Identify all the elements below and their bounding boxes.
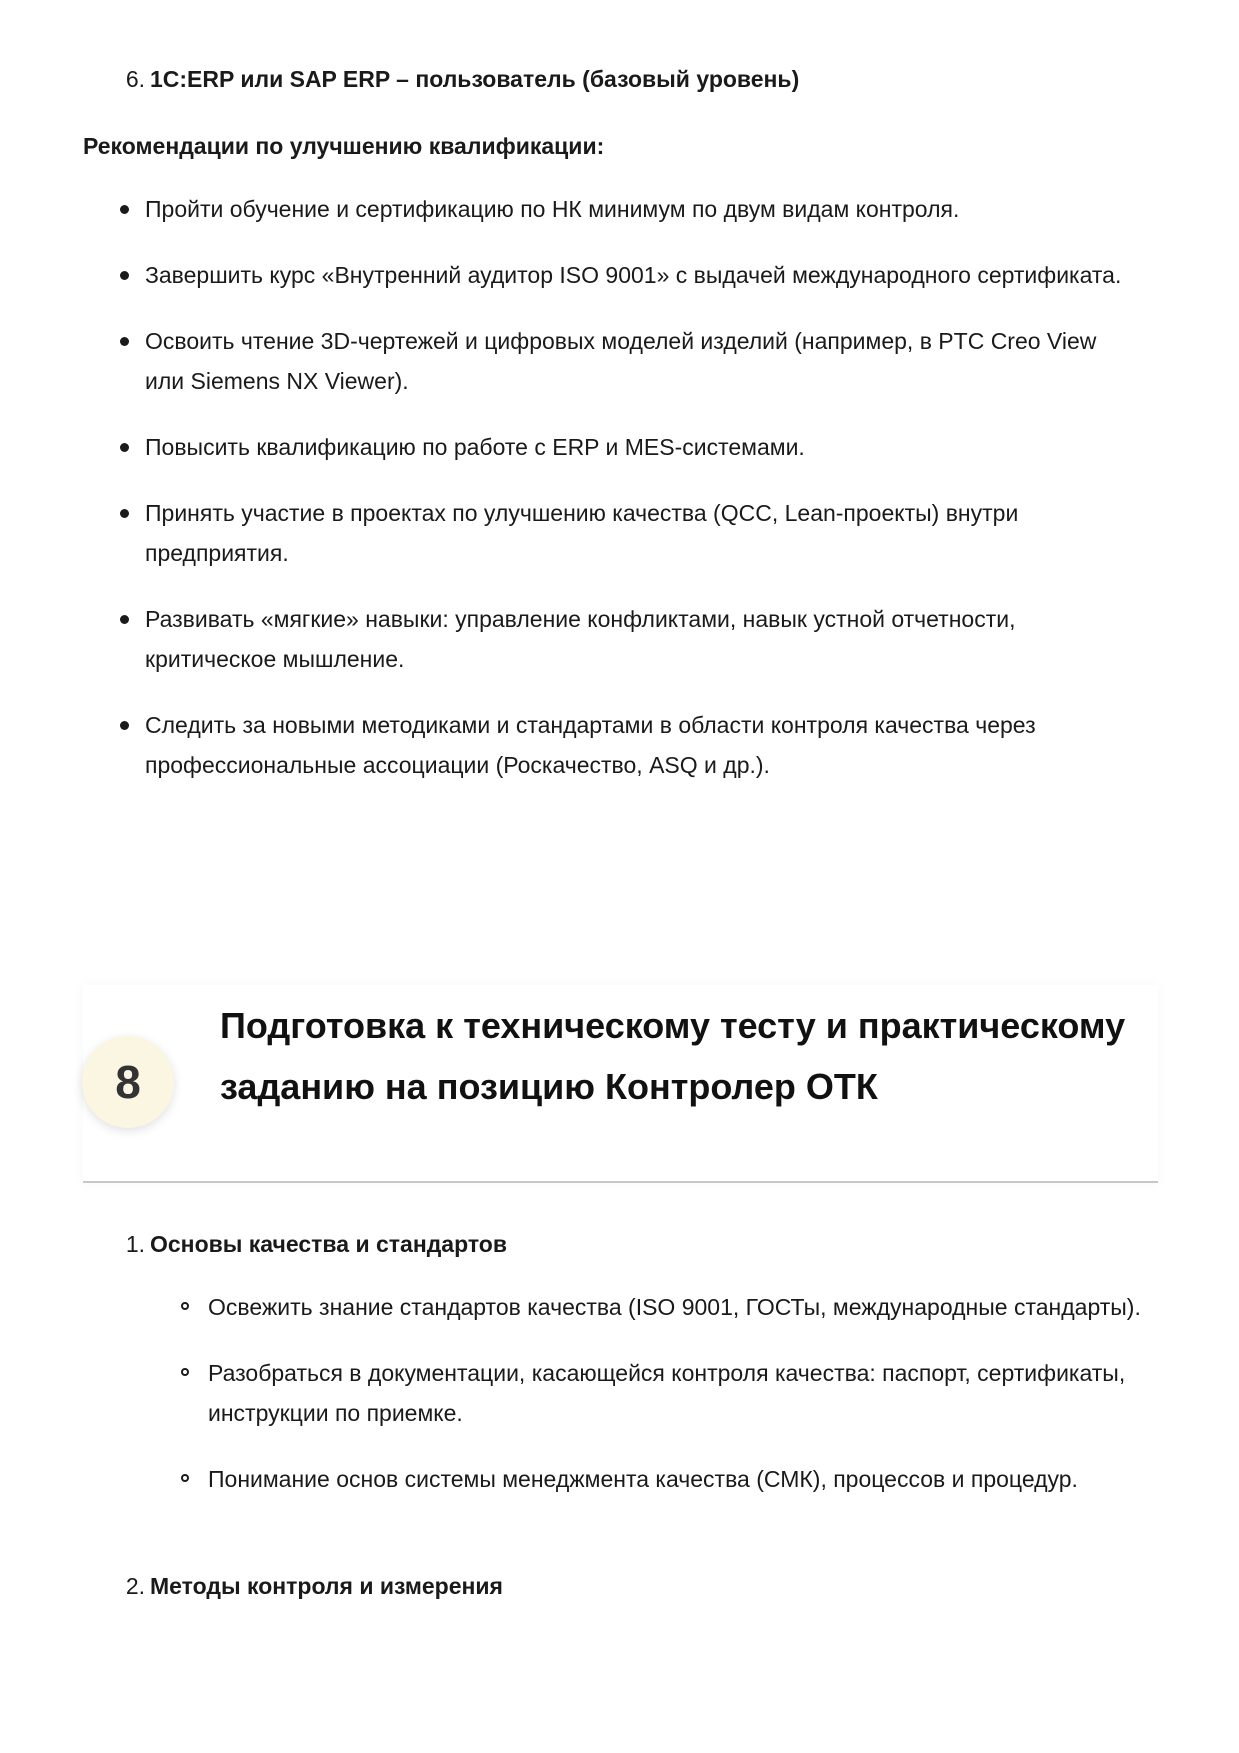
list-item: Освежить знание стандартов качества (ISO 9001, ГОСТы, международные стандарты). <box>208 1287 1158 1327</box>
list-item-number: 2. <box>125 1573 145 1599</box>
list-item-label: Основы качества и стандартов <box>150 1231 507 1257</box>
bullet-icon <box>120 509 129 518</box>
list-item: Развивать «мягкие» навыки: управление конфликтами, навык устной отчетности, критическое мышление. <box>145 599 1125 679</box>
bullet-icon <box>120 337 129 346</box>
list-item-label: 1C:ERP или SAP ERP – пользователь (базовый уровень) <box>150 66 800 92</box>
recommendations-list <box>145 189 1125 811</box>
list-item: Пройти обучение и сертификацию по НК минимум по двум видам контроля. <box>145 189 1125 229</box>
list-item: Понимание основ системы менеджмента качества (СМК), процессов и процедур. <box>208 1459 1158 1499</box>
section-title: Подготовка к техническому тесту и практическому заданию на позицию Контролер ОТК <box>220 1005 1126 1107</box>
bullet-icon <box>120 443 129 452</box>
bullet-icon <box>120 721 129 730</box>
bullet-icon <box>120 271 129 280</box>
list-item: Завершить курс «Внутренний аудитор ISO 9001» с выдачей международного сертификата. <box>145 255 1125 295</box>
bullet-icon <box>120 615 129 624</box>
list-item-number: 1. <box>125 1231 145 1257</box>
list-item-number: 6. <box>125 66 145 92</box>
section-number-badge: 8 <box>82 1036 174 1128</box>
list-item: Освоить чтение 3D-чертежей и цифровых моделей изделий (например, в PTC Creo View или Siemens NX Viewer). <box>145 321 1125 401</box>
list-item: Следить за новыми методиками и стандартами в области контроля качества через профессиональные ассоциации (Роскачество, ASQ и др.). <box>145 705 1125 785</box>
list-item: Принять участие в проектах по улучшению качества (QCC, Lean-проекты) внутри предприятия. <box>145 493 1125 573</box>
list-item: Повысить квалификацию по работе с ERP и MES-системами. <box>145 427 1125 467</box>
recommendations-heading: Рекомендации по улучшению квалификации: <box>83 133 605 159</box>
circle-bullet-icon <box>181 1368 189 1376</box>
list-item: Разобраться в документации, касающейся контроля качества: паспорт, сертификаты, инструкции по приемке. <box>208 1353 1158 1433</box>
circle-bullet-icon <box>181 1474 189 1482</box>
list-item-label: Методы контроля и измерения <box>150 1573 503 1599</box>
bullet-icon <box>120 205 129 214</box>
prep-item-1-sublist <box>208 1287 1158 1525</box>
circle-bullet-icon <box>181 1302 189 1310</box>
